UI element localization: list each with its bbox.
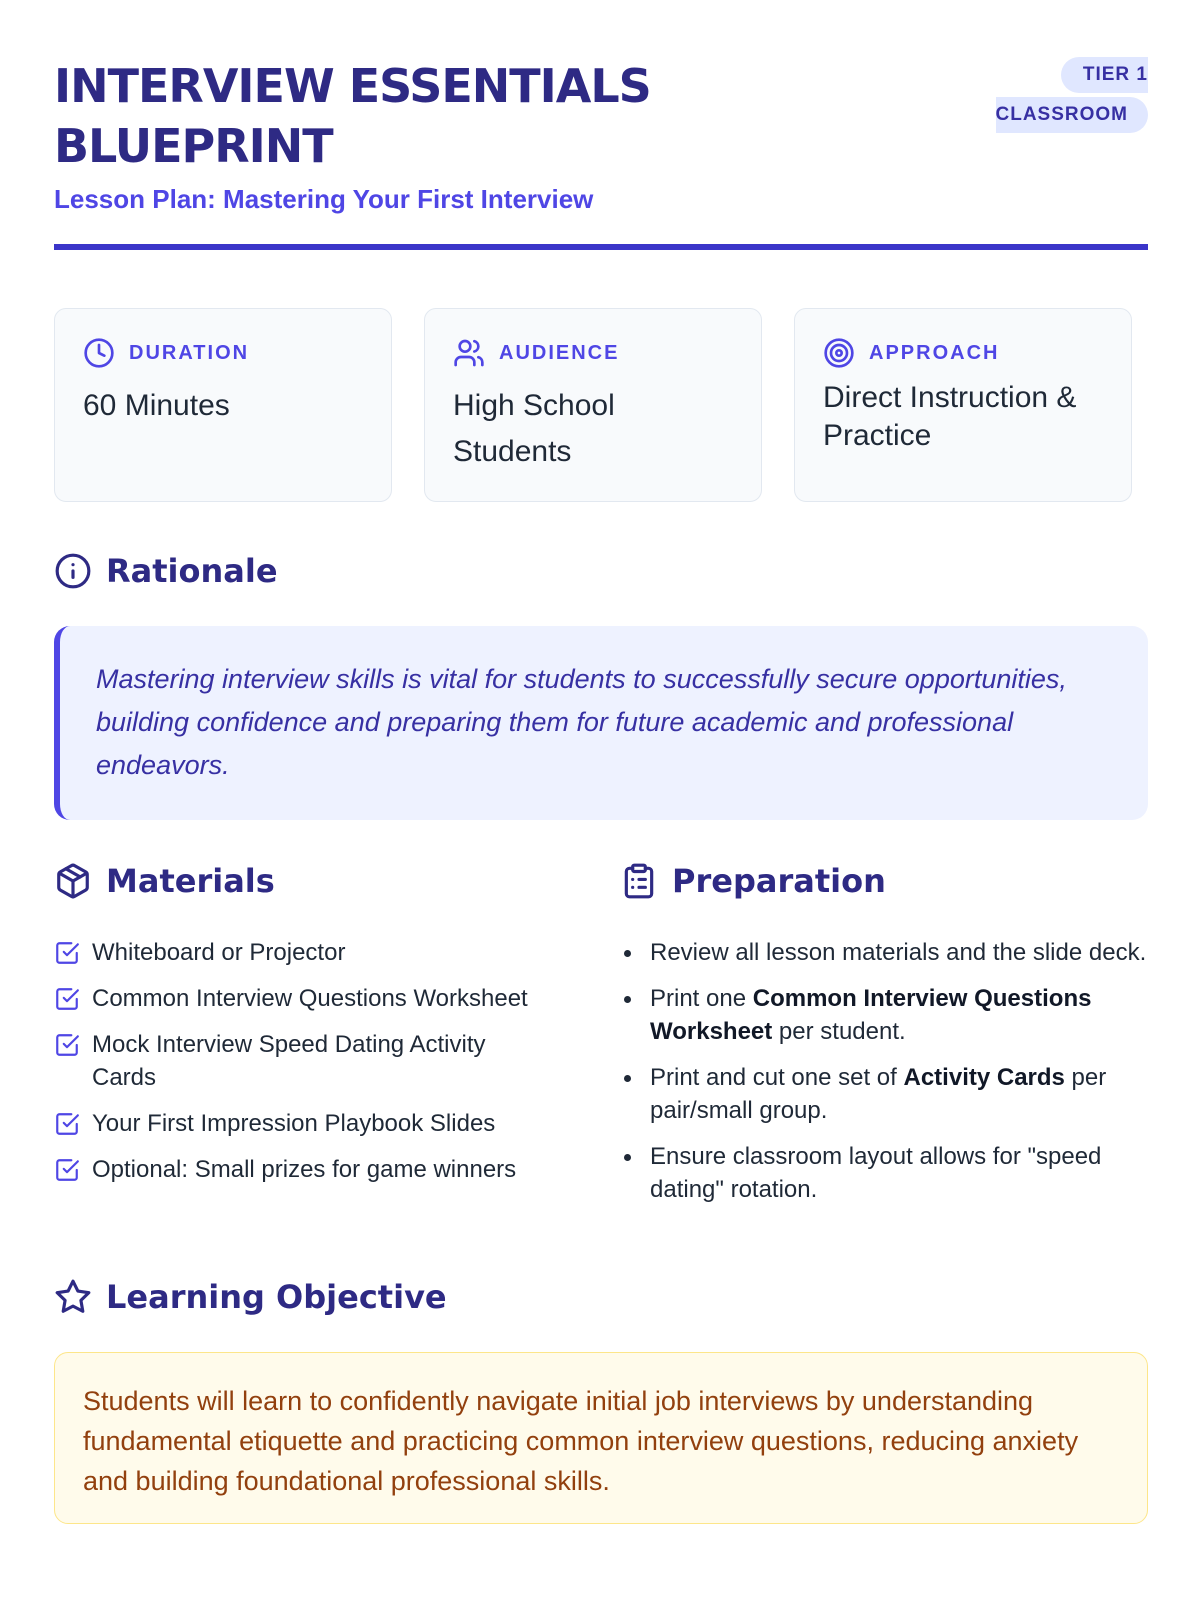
classroom-tag: CLASSROOM: [996, 97, 1149, 133]
header: [54, 56, 1148, 256]
target-icon: [823, 337, 855, 369]
list-item: [54, 1153, 554, 1186]
material-text: Common Interview Questions Worksheet: [92, 985, 528, 1012]
header-divider: [54, 244, 1148, 250]
list-item: [620, 1140, 1148, 1206]
rationale-box: [54, 626, 1148, 820]
rationale-text: Mastering interview skills is vital for students to successfully secure opportunities, building confidence and preparing them for future academic and professional endeavors.: [96, 664, 1067, 780]
approach-label: APPROACH: [869, 341, 1000, 364]
prep-emphasis: Activity Cards: [903, 1064, 1065, 1091]
objective-title: Learning Objective: [106, 1278, 447, 1316]
materials-list: [54, 936, 554, 1199]
title-line-2: BLUEPRINT: [54, 119, 333, 173]
material-text: Your First Impression Playbook Slides: [92, 1110, 496, 1137]
duration-value: 60 Minutes: [83, 389, 230, 422]
list-item: [620, 936, 1148, 969]
clock-icon: [83, 337, 115, 369]
duration-card: [54, 308, 392, 502]
materials-title: Materials: [106, 862, 275, 900]
prep-emphasis: Common Interview Questions Worksheet: [650, 985, 1092, 1045]
rationale-title: Rationale: [106, 552, 278, 590]
preparation-list: [620, 936, 1148, 1219]
page-subtitle: Lesson Plan: Mastering Your First Interview: [54, 184, 594, 214]
approach-card: [794, 308, 1132, 502]
list-item: [54, 936, 554, 969]
list-item: [54, 1107, 554, 1140]
prep-text: Print and cut one set of: [650, 1064, 904, 1091]
prep-text: Ensure classroom layout allows for "speed dating" rotation.: [650, 1143, 1102, 1203]
clipboard-icon: [620, 862, 658, 900]
checkbox-checked-icon: [54, 940, 80, 966]
objective-box: [54, 1352, 1148, 1524]
checkbox-checked-icon: [54, 986, 80, 1012]
info-icon: [54, 552, 92, 590]
list-item: [620, 982, 1148, 1048]
objective-heading: [54, 1278, 447, 1316]
info-cards: [54, 308, 1148, 502]
list-item: [54, 982, 554, 1015]
prep-text: Review all lesson materials and the slide deck.: [650, 939, 1147, 966]
approach-value: Direct Instruction & Practice: [823, 381, 1077, 452]
materials-heading: [54, 862, 275, 900]
checkbox-checked-icon: [54, 1157, 80, 1183]
audience-label: AUDIENCE: [499, 341, 620, 364]
prep-text: per pair/small group.: [650, 1064, 1107, 1124]
duration-label: DURATION: [129, 341, 250, 364]
tier-tag: TIER 1: [1061, 57, 1148, 93]
audience-value: High School Students: [453, 389, 615, 468]
material-text: Mock Interview Speed Dating Activity Cards: [92, 1031, 486, 1091]
objective-text: Students will learn to confidently navigate initial job interviews by understanding fundamental etiquette and practicing common interview questions, reducing anxiety and building foundational professional skills.: [83, 1386, 1079, 1496]
audience-card: [424, 308, 762, 502]
checkbox-checked-icon: [54, 1111, 80, 1137]
title-line-1: INTERVIEW ESSENTIALS: [54, 59, 651, 113]
star-icon: [54, 1278, 92, 1316]
material-text: Optional: Small prizes for game winners: [92, 1156, 517, 1183]
lesson-plan-page: [54, 56, 1148, 1496]
users-icon: [453, 337, 485, 369]
checkbox-checked-icon: [54, 1032, 80, 1058]
preparation-heading: [620, 862, 886, 900]
list-item: [620, 1061, 1148, 1127]
preparation-title: Preparation: [672, 862, 886, 900]
material-text: Whiteboard or Projector: [92, 939, 346, 966]
rationale-heading: [54, 552, 278, 590]
page-title: [54, 56, 754, 176]
package-icon: [54, 862, 92, 900]
prep-text: per student.: [772, 1018, 906, 1045]
prep-text: Print one: [650, 985, 753, 1012]
tag-group: [996, 56, 1149, 133]
list-item: [54, 1028, 554, 1094]
